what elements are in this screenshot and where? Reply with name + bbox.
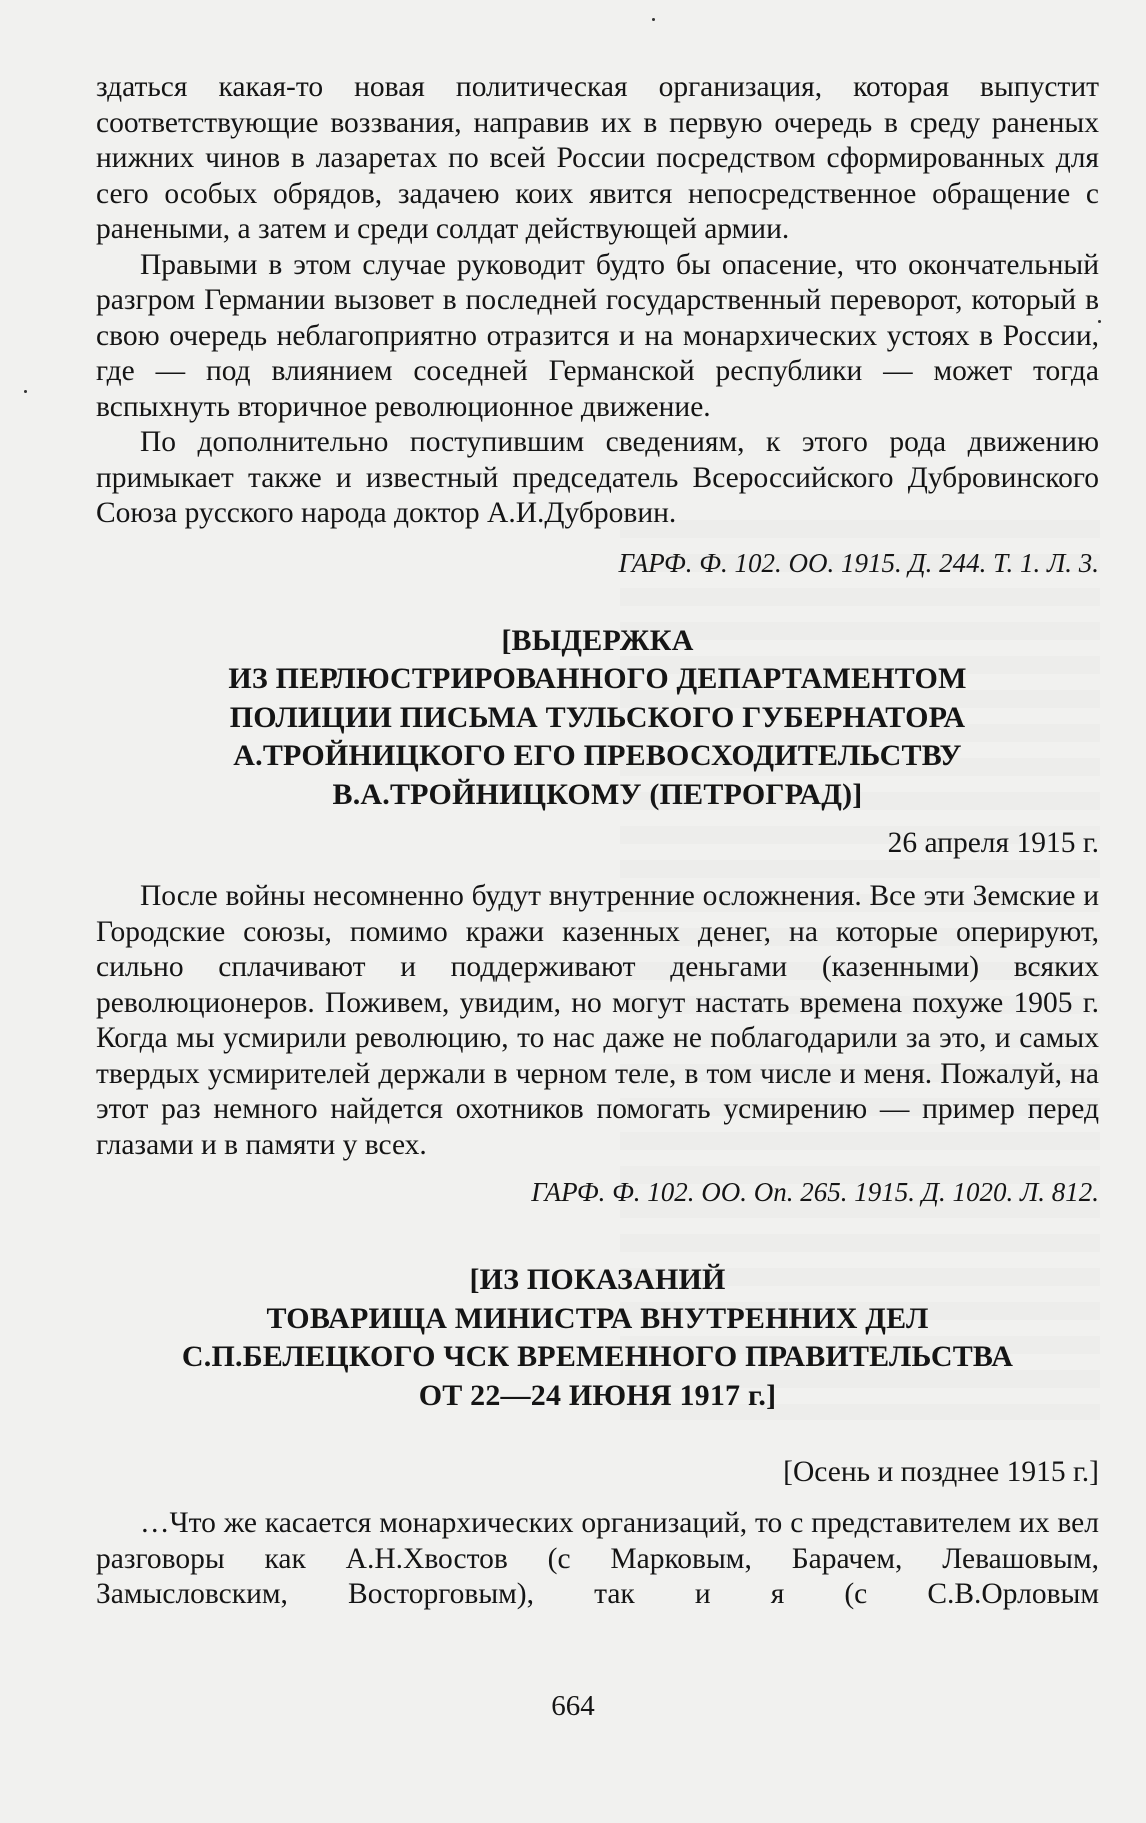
heading-line: ОТ 22—24 ИЮНЯ 1917 г.]: [418, 1378, 777, 1412]
paragraph: …Что же касается монархических организаций, то с представителем их вел разговоры как А.Н.Хвостов (с Марковым, Барачем, Левашовым, Замысловским, Восторговым), так и я (с С.В.Орловым: [96, 1507, 1099, 1610]
page-number: 664: [551, 1690, 595, 1722]
heading-line: [ИЗ ПОКАЗАНИЙ: [469, 1263, 726, 1296]
heading-line: ПОЛИЦИИ ПИСЬМА ТУЛЬСКОГО ГУБЕРНАТОРА: [229, 700, 966, 734]
scan-speck: [652, 18, 655, 21]
paragraph: После войны несомненно будут внутренние осложнения. Все эти Земские и Городские союзы, помимо кражи казенных денег, на которые оперируют, сильно сплачивают и поддерживают деньгами (казенными) всяких революционеров. Поживем, увидим, но могут настать времена похуже 1905 г. Когда мы усмирили революцию, то нас даже не поблагодарили за это, и самых твердых усмирителей держали в черном теле, в том числе и меня. Пожалуй, на этот раз немного найдется охотников помогать усмирению — пример перед глазами и в памяти у всех.: [96, 880, 1099, 1161]
page-body: [96, 70, 1099, 1613]
heading-line: А.ТРОЙНИЦКОГО ЕГО ПРЕВОСХОДИТЕЛЬСТВУ: [233, 739, 962, 772]
heading-line: ИЗ ПЕРЛЮСТРИРОВАННОГО ДЕПАРТАМЕНТОМ: [228, 662, 967, 695]
dateline: [Осень и позднее 1915 г.]: [783, 1456, 1099, 1488]
section-heading: [96, 622, 1099, 815]
paragraph: здаться какая-то новая политическая организация, которая выпустит соответствующие воззвания, направив их в первую очередь в среду раненых нижних чинов в лазаретах по всей России посредством сформированных для сего особых обрядов, задачею коих явится непосредственное обращение с ранеными, а затем и среди солдат действующей армии.: [96, 71, 1099, 245]
archive-reference: ГАРФ. Ф. 102. ОО. Оп. 265. 1915. Д. 1020. Л. 812.: [531, 1177, 1099, 1207]
scan-speck: [24, 390, 27, 393]
archive-reference: ГАРФ. Ф. 102. ОО. 1915. Д. 244. Т. 1. Л. 3.: [618, 547, 1099, 578]
heading-line: ТОВАРИЩА МИНИСТРА ВНУТРЕННИХ ДЕЛ: [266, 1301, 929, 1335]
dateline: 26 апреля 1915 г.: [887, 827, 1099, 859]
heading-line: [ВЫДЕРЖКА: [501, 623, 694, 657]
paragraph: Правыми в этом случае руководит будто бы опасение, что окончательный разгром Германии вызовет в последней государственный переворот, который в свою очередь неблагоприятно отразится и на монархических устоях в России, где — под влиянием соседней Германской республики — может тогда вспыхнуть вторичное революционное движение.: [96, 248, 1099, 423]
heading-line: В.А.ТРОЙНИЦКОМУ (ПЕТРОГРАД)]: [332, 777, 863, 811]
paragraph: По дополнительно поступившим сведениям, к этого рода движению примыкает также и известный председатель Всероссийского Дубровинского Союза русского народа доктор А.И.Дубровин.: [96, 426, 1099, 529]
heading-line: С.П.БЕЛЕЦКОГО ЧСК ВРЕМЕННОГО ПРАВИТЕЛЬСТВА: [181, 1340, 1014, 1373]
section-heading: [96, 1261, 1099, 1415]
